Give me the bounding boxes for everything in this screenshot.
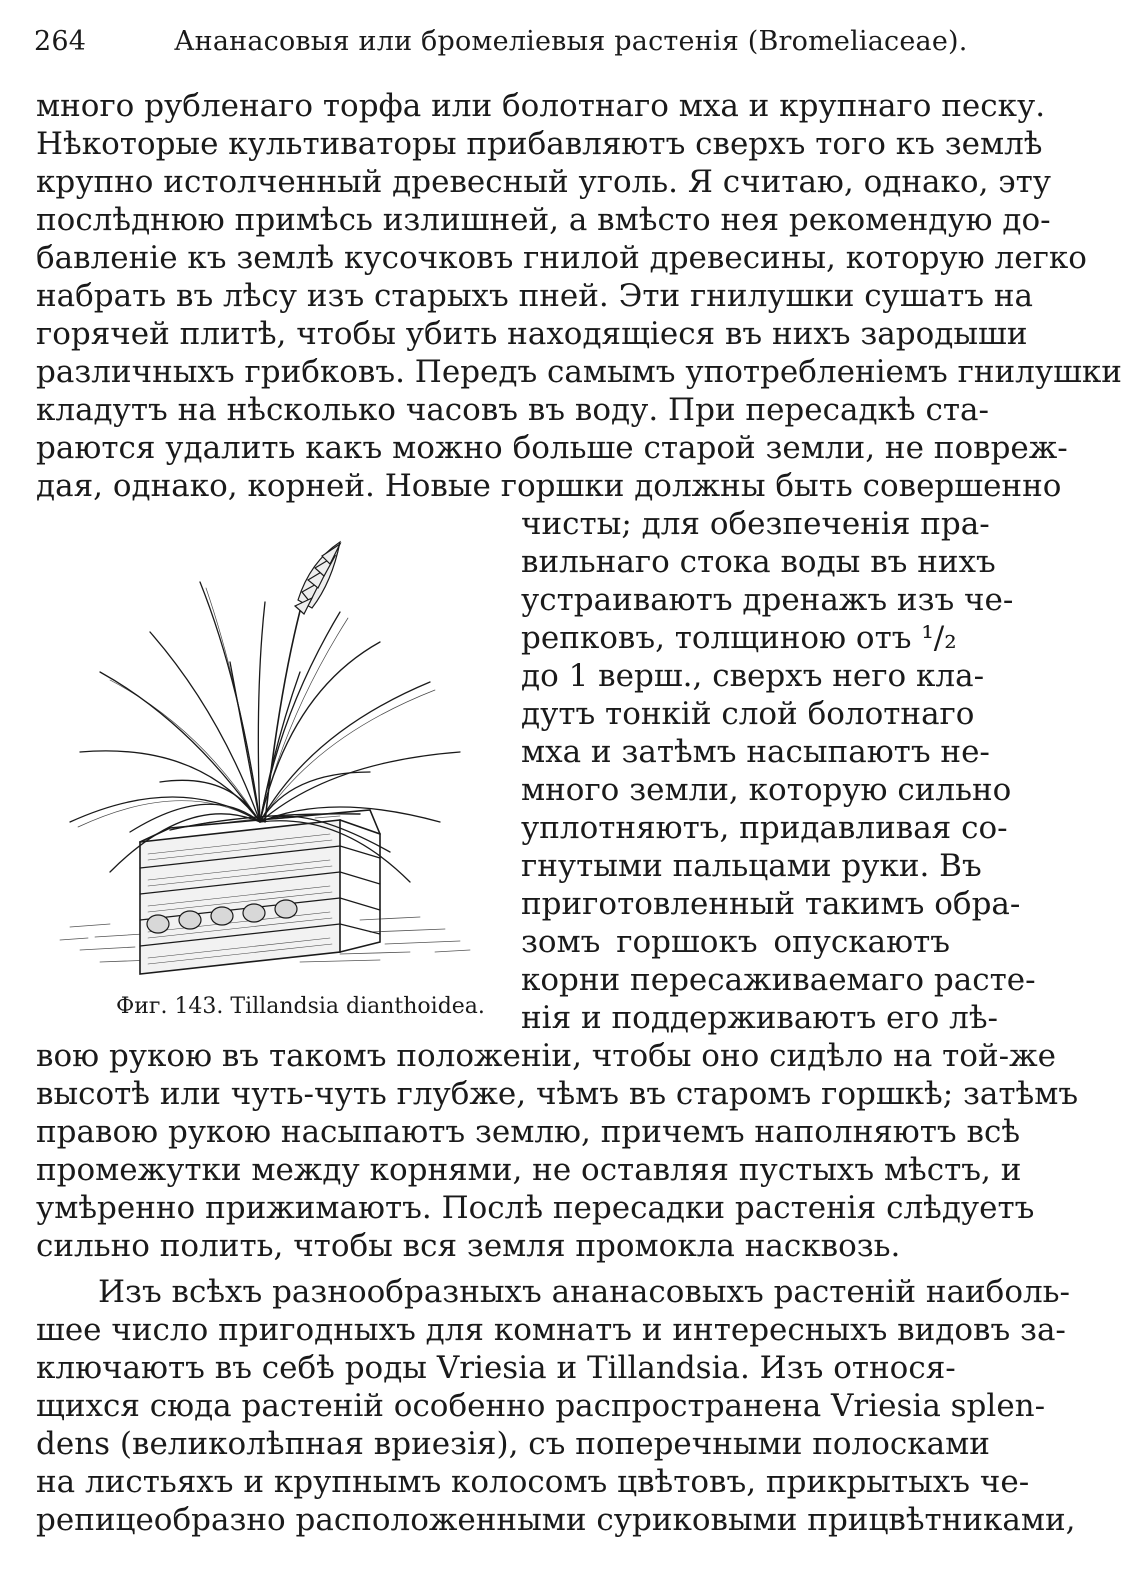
text-line: шее число пригодныхъ для комнатъ и интересныхъ видовъ за- xyxy=(36,1312,1066,1348)
text-line: крупно истолченный древесный уголь. Я считаю, однако, эту xyxy=(36,164,1052,200)
figure-illustration xyxy=(40,522,480,992)
text-line: бавленiе къ землѣ кусочковъ гнилой древесины, которую легко xyxy=(36,240,1087,276)
text-line: репковъ, толщиною отъ ¹/₂ xyxy=(521,620,957,656)
text-line: много земли, которую сильно xyxy=(521,772,1012,808)
tillandsia-plant-icon xyxy=(40,522,480,992)
text-line: Нѣкоторые культиваторы прибавляютъ сверхъ того къ землѣ xyxy=(36,126,1043,162)
text-line: правою рукою насыпаютъ землю, причемъ наполняютъ всѣ xyxy=(36,1114,1021,1150)
text-line: корни пересаживаемаго расте- xyxy=(521,962,1036,998)
text-line: приготовленный такимъ обра- xyxy=(521,886,1021,922)
text-line: горячей плитѣ, чтобы убить находящiеся въ нихъ зародыши xyxy=(36,316,1028,352)
text-line: раются удалить какъ можно больше старой земли, не повреж- xyxy=(36,430,1068,466)
running-head xyxy=(34,26,968,66)
text-line: щихся сюда растенiй особенно распространена Vriesia splen- xyxy=(36,1388,1046,1424)
text-line: dens (великолѣпная вриезiя), съ поперечными полосками xyxy=(36,1426,990,1462)
text-line: умѣренно прижимаютъ. Послѣ пересадки растенiя слѣдуетъ xyxy=(36,1190,1035,1226)
text-line: зомъ горшокъ опускаютъ xyxy=(521,924,950,960)
text-line: различныхъ грибковъ. Передъ самымъ употребленiемъ гнилушки xyxy=(36,354,1122,390)
text-line: набрать въ лѣсу изъ старыхъ пней. Эти гнилушки сушатъ на xyxy=(36,278,1034,314)
text-line: нiя и поддерживаютъ его лѣ- xyxy=(521,1000,998,1036)
page-number: 264 xyxy=(34,26,87,57)
text-line: уплотняютъ, придавливая со- xyxy=(521,810,1008,846)
text-line: гнутыми пальцами руки. Въ xyxy=(521,848,982,884)
text-line: чисты; для обезпеченiя пра- xyxy=(521,506,990,542)
text-line: вою рукою въ такомъ положенiи, чтобы оно сидѣло на той-же xyxy=(36,1038,1056,1074)
text-line: много рубленаго торфа или болотнаго мха и крупнаго песку. xyxy=(36,88,1046,124)
text-line: послѣднюю примѣсь излишней, а вмѣсто нея рекомендую до- xyxy=(36,202,1051,238)
text-line: мха и затѣмъ насыпаютъ не- xyxy=(521,734,990,770)
text-line: сильно полить, чтобы вся земля промокла насквозь. xyxy=(36,1228,901,1264)
text-line: промежутки между корнями, не оставляя пустыхъ мѣстъ, и xyxy=(36,1152,1022,1188)
text-line: высотѣ или чуть-чуть глубже, чѣмъ въ старомъ горшкѣ; затѣмъ xyxy=(36,1076,1079,1112)
text-line: вильнаго стока воды въ нихъ xyxy=(521,544,996,580)
text-line: устраиваютъ дренажъ изъ че- xyxy=(521,582,1014,618)
figure-caption: Фиг. 143. Tillandsia dianthoidea. xyxy=(116,994,485,1019)
running-title: Ананасовыя или бромелiевыя растенiя (Bromeliaceae). xyxy=(174,26,968,57)
text-line: репицеобразно расположенными суриковыми прицвѣтниками, xyxy=(36,1502,1076,1538)
text-line: дутъ тонкiй слой болотнаго xyxy=(521,696,975,732)
text-line: ключаютъ въ себѣ роды Vriesia и Tillandsia. Изъ относя- xyxy=(36,1350,956,1386)
text-line: на листьяхъ и крупнымъ колосомъ цвѣтовъ, прикрытыхъ че- xyxy=(36,1464,1030,1500)
text-line: до 1 верш., сверхъ него кла- xyxy=(521,658,985,694)
text-line: кладутъ на нѣсколько часовъ въ воду. При пересадкѣ ста- xyxy=(36,392,989,428)
text-line: дая, однако, корней. Новые горшки должны быть совершенно xyxy=(36,468,1062,504)
text-line: Изъ всѣхъ разнообразныхъ ананасовыхъ растенiй наиболь- xyxy=(98,1274,1071,1310)
